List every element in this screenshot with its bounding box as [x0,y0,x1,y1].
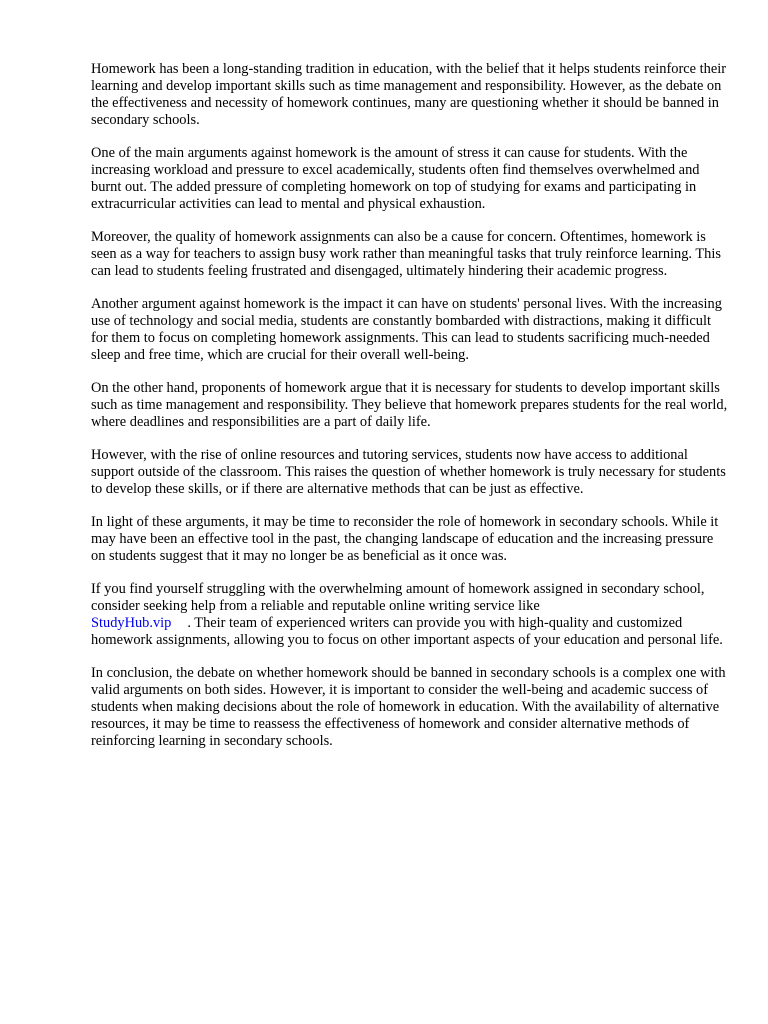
paragraph-promo [91,581,729,649]
paragraph-intro: Homework has been a long-standing tradition in education, with the belief that it helps students reinforce their learning and develop important skills such as time management and responsibility. However, as the debate on the effectiveness and necessity of homework continues, many are questioning whether it should be banned in secondary schools. [91,61,727,128]
paragraph-online-resources: However, with the rise of online resources and tutoring services, students now have access to additional support outside of the classroom. This raises the question of whether homework is truly necessary for students to develop these skills, or if there are alternative methods that can be just as effective. [91,447,726,497]
paragraph-reconsider: In light of these arguments, it may be time to reconsider the role of homework in secondary schools. While it may have been an effective tool in the past, the changing landscape of education and the increasing pressure on students suggest that it may no longer be as beneficial as it once was. [91,514,719,564]
paragraph-stress: One of the main arguments against homework is the amount of stress it can cause for students. With the increasing workload and pressure to excel academically, students often find themselves overwhelmed and burnt out. The added pressure of completing homework on top of studying for exams and participating in extracurricular activities can lead to mental and physical exhaustion. [91,145,700,212]
paragraph-personal-lives: Another argument against homework is the impact it can have on students' personal lives. With the increasing use of technology and social media, students are constantly bombarded with distractions, making it difficult for them to focus on completing homework assignments. This can lead to students sacrificing much-needed sleep and free time, which are crucial for their overall well-being. [91,296,722,363]
paragraph-quality: Moreover, the quality of homework assignments can also be a cause for concern. Oftentimes, homework is seen as a way for teachers to assign busy work rather than meaningful tasks that truly reinforce learning. This can lead to students feeling frustrated and disengaged, ultimately hindering their academic progress. [91,229,721,279]
studyhub-link[interactable]: StudyHub.vip [91,615,172,631]
paragraph-conclusion: In conclusion, the debate on whether homework should be banned in secondary schools is a complex one with valid arguments on both sides. However, it is important to consider the well-being and academic success of students when making decisions about the role of homework in education. With the availability of alternative resources, it may be time to reassess the effectiveness of homework and consider alternative methods of reinforcing learning in secondary schools. [91,665,726,749]
promo-text-before: If you find yourself struggling with the overwhelming amount of homework assigned in secondary school, consider seeking help from a reliable and reputable online writing service like [91,581,705,614]
document-body [91,61,729,766]
paragraph-proponents: On the other hand, proponents of homework argue that it is necessary for students to develop important skills such as time management and responsibility. They believe that homework prepares students for the real world, where deadlines and responsibilities are a part of daily life. [91,380,728,430]
promo-text-after: . Their team of experienced writers can provide you with high-quality and customized homework assignments, allowing you to focus on other important aspects of your education and personal life. [91,615,723,648]
